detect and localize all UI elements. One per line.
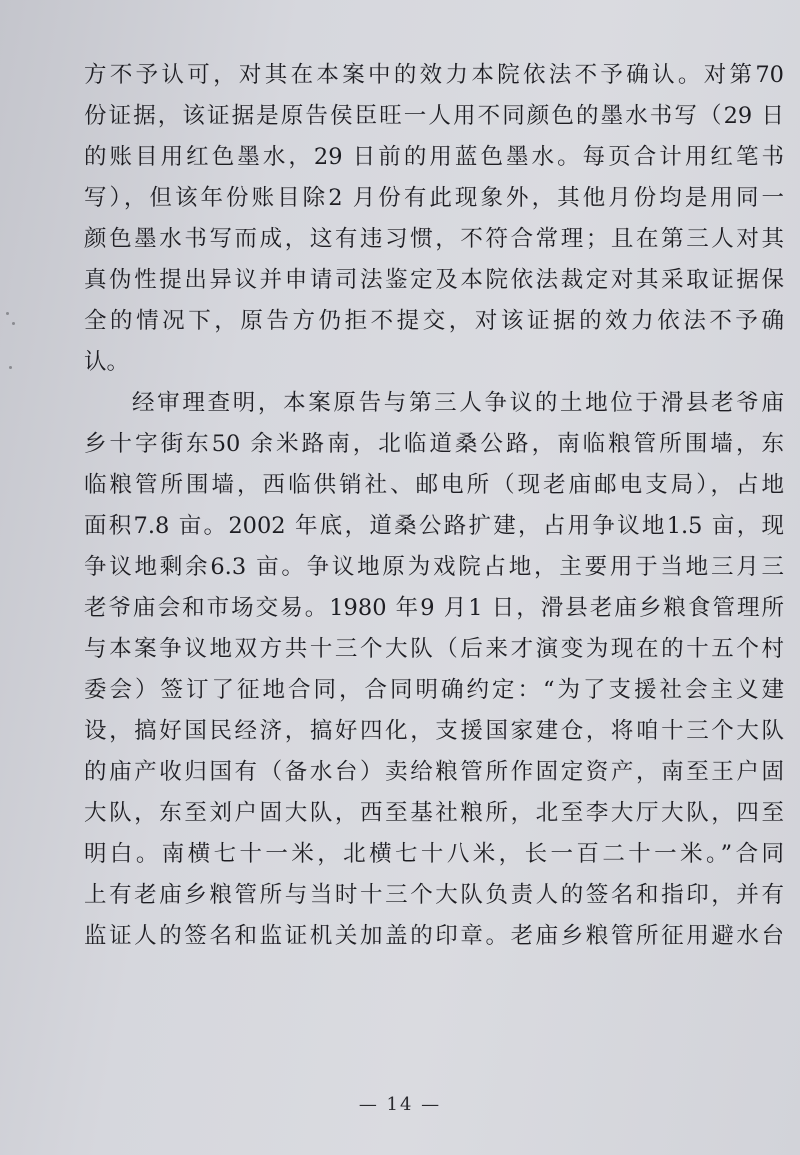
text-line: 监证人的签名和监证机关加盖的印章。老庙乡粮管所征用避水台: [84, 923, 784, 949]
paper-speck: [9, 366, 12, 369]
text-line: 的庙产收归国有（备水台）卖给粮管所作固定资产，南至王户固: [84, 759, 784, 785]
text-line: 与本案争议地双方共十三个大队（后来才演变为现在的十五个村: [84, 636, 784, 662]
paper-speck: [6, 312, 9, 315]
text-line: 临粮管所围墙，西临供销社、邮电所（现老庙邮电支局），占地: [84, 472, 784, 498]
text-line: 方不予认可，对其在本案中的效力本院依法不予确认。对第70: [84, 62, 784, 88]
text-line: 设，搞好国民经济，搞好四化，支援国家建仓，将咱十三个大队: [84, 718, 784, 744]
text-line: 份证据，该证据是原告侯臣旺一人用不同颜色的墨水书写（29 日: [84, 103, 784, 129]
text-line: 的账目用红色墨水，29 日前的用蓝色墨水。每页合计用红笔书: [84, 144, 784, 170]
text-line: 明白。南横七十一米，北横七十八米，长一百二十一米。”合同: [84, 841, 784, 867]
text-line: 经审理查明，本案原告与第三人争议的土地位于滑县老爷庙: [132, 390, 784, 416]
text-line: 上有老庙乡粮管所与当时十三个大队负责人的签名和指印，并有: [84, 882, 784, 908]
text-line: 大队，东至刘户固大队，西至基社粮所，北至李大厅大队，四至: [84, 800, 784, 826]
text-line: 面积7.8 亩。2002 年底，道桑公路扩建，占用争议地1.5 亩，现: [84, 513, 784, 539]
text-line: 认。: [84, 349, 130, 375]
text-line: 争议地剩余6.3 亩。争议地原为戏院占地，主要用于当地三月三: [84, 554, 784, 580]
text-line: 颜色墨水书写而成，这有违习惯，不符合常理；且在第三人对其: [84, 226, 784, 252]
document-body: [84, 55, 784, 957]
text-line: 写），但该年份账目除2 月份有此现象外，其他月份均是用同一: [84, 185, 784, 211]
page-number: — 14 —: [358, 1094, 442, 1115]
text-line: 全的情况下，原告方仍拒不提交，对该证据的效力依法不予确: [84, 308, 784, 334]
text-line: 老爷庙会和市场交易。1980 年9 月1 日，滑县老庙乡粮食管理所: [84, 595, 784, 621]
paper-speck: [12, 322, 15, 325]
text-line: 乡十字街东50 余米路南，北临道桑公路，南临粮管所围墙，东: [84, 431, 784, 457]
text-line: 真伪性提出异议并申请司法鉴定及本院依法裁定对其采取证据保: [84, 267, 784, 293]
text-line: 委会）签订了征地合同，合同明确约定：“为了支援社会主义建: [84, 677, 784, 703]
